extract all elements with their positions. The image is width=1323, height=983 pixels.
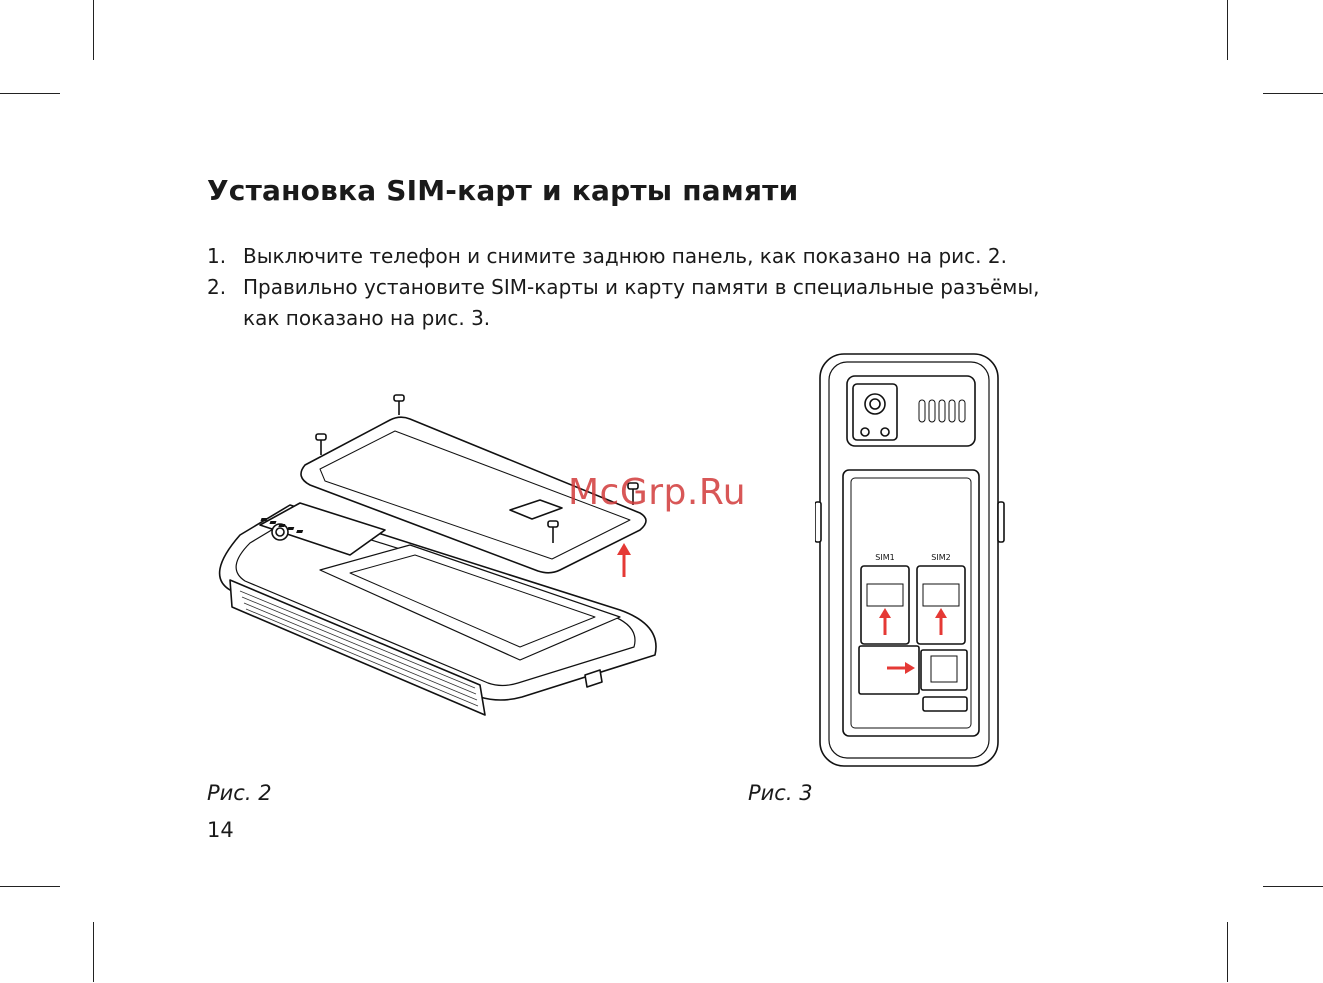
crop-mark bbox=[93, 0, 94, 60]
slot-label-sim1: SIM1 bbox=[875, 553, 895, 562]
crop-mark bbox=[1263, 93, 1323, 94]
figure-3-caption: Рис. 3 bbox=[748, 781, 813, 805]
step-number: 2. bbox=[207, 275, 227, 299]
crop-mark bbox=[1263, 886, 1323, 887]
step-text: Правильно установите SIM-карты и карту памяти в специальные разъёмы, bbox=[243, 275, 1040, 299]
crop-mark bbox=[0, 886, 60, 887]
figure-3-sim-slots bbox=[815, 352, 1005, 768]
instruction-step bbox=[207, 241, 1007, 272]
crop-mark bbox=[1227, 922, 1228, 982]
crop-mark bbox=[1227, 0, 1228, 60]
slot-label-sim2: SIM2 bbox=[931, 553, 951, 562]
arrow-up-icon bbox=[617, 543, 631, 577]
figure-2-caption: Рис. 2 bbox=[207, 781, 272, 805]
crop-mark bbox=[0, 93, 60, 94]
watermark: McGrp.Ru bbox=[568, 472, 747, 513]
crop-mark bbox=[93, 922, 94, 982]
page-number: 14 bbox=[207, 818, 234, 842]
step-text: как показано на рис. 3. bbox=[243, 306, 491, 330]
step-number: 1. bbox=[207, 244, 227, 268]
instruction-step bbox=[207, 272, 1040, 334]
step-text: Выключите телефон и снимите заднюю панель, как показано на рис. 2. bbox=[243, 244, 1007, 268]
figure-2-back-cover-removal bbox=[200, 385, 670, 725]
page-title: Установка SIM-карт и карты памяти bbox=[207, 174, 799, 207]
